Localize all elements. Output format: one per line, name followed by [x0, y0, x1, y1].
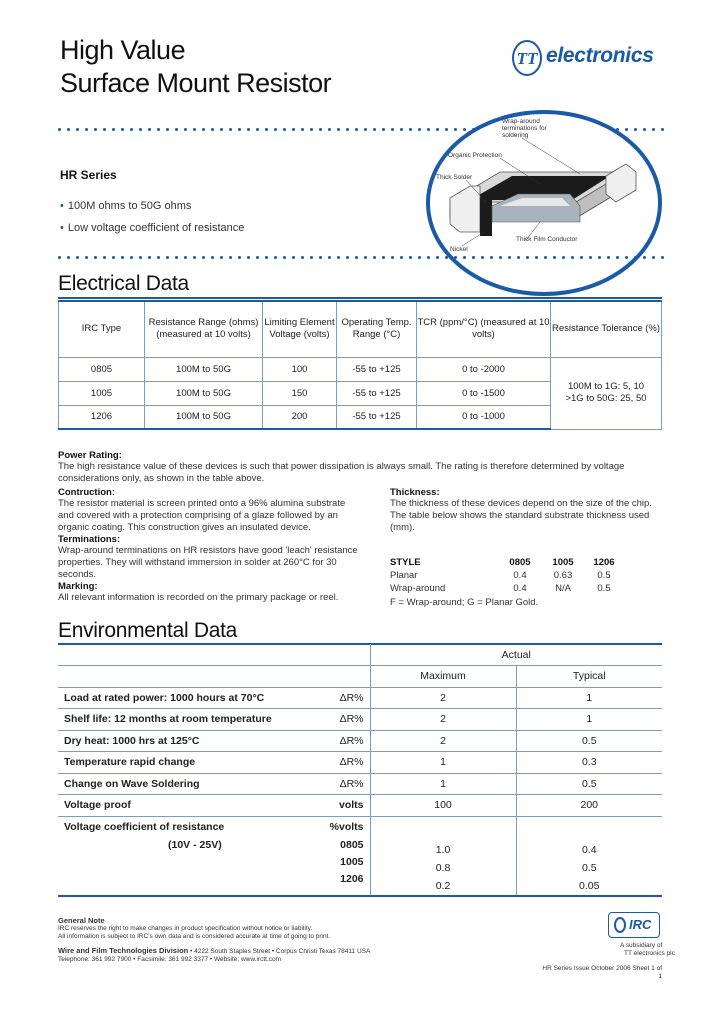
divider-dot	[409, 128, 412, 131]
table-row: Shelf life: 12 months at room temperature ΔR% 2 1	[58, 709, 662, 731]
divider-dot	[229, 256, 232, 259]
thickness-footnote: F = Wrap-around; G = Planar Gold.	[390, 597, 539, 608]
divider-dot	[121, 256, 124, 259]
divider-dot	[643, 256, 646, 259]
divider-dot	[589, 256, 592, 259]
divider-dot	[454, 256, 457, 259]
feature-bullet: • 100M ohms to 50G ohms	[60, 200, 192, 212]
divider-dot	[58, 256, 61, 259]
construction-heading: Contruction:	[58, 487, 115, 498]
divider-dot	[616, 256, 619, 259]
divider-dot	[274, 256, 277, 259]
divider-dot	[571, 256, 574, 259]
general-note-heading: General Note	[58, 916, 105, 925]
divider-dot	[139, 128, 142, 131]
divider-dot	[256, 256, 259, 259]
divider-dot	[436, 256, 439, 259]
divider-dot	[283, 256, 286, 259]
divider-dot	[292, 128, 295, 131]
thickness-table: STYLE 0805 1005 1206 Planar 0.4 0.63 0.5 Wrap-around 0.4 N/A 0.5	[390, 556, 622, 595]
divider-dot	[661, 256, 664, 259]
divider-dot	[580, 256, 583, 259]
subsidiary-line-2: TT electronics plc	[624, 950, 675, 957]
general-note-2: All information is subject to IRC's own data and is considered accurate at time of going to print.	[58, 933, 331, 940]
table-row: Wrap-around 0.4 N/A 0.5	[390, 583, 611, 594]
division-line: Wire and Film Technologies Division • 4222 South Staples Street • Corpus Christi Texas 78411 USA	[58, 946, 371, 955]
series-name: HR Series	[60, 168, 117, 182]
dotted-divider	[58, 256, 662, 260]
table-row: Voltage proof volts 100 200	[58, 795, 662, 817]
divider-dot	[76, 256, 79, 259]
divider-dot	[202, 128, 205, 131]
divider-dot	[409, 256, 412, 259]
divider-dot	[490, 256, 493, 259]
table-row: Load at rated power: 1000 hours at 70°C ΔR% 2 1	[58, 687, 662, 709]
feature-bullet: • Low voltage coefficient of resistance	[60, 222, 245, 234]
divider-dot	[562, 256, 565, 259]
divider-dot	[355, 128, 358, 131]
divider-dot	[112, 256, 115, 259]
marking-heading: Marking:	[58, 581, 98, 592]
terminations-text: Wrap-around terminations on HR resistors have good 'leach' resistance properties. They will withstand immersion in solder at 260°C for 30 seconds.	[58, 545, 358, 580]
header-resistance-tolerance: Resistance Tolerance (%)	[551, 301, 662, 357]
table-row: 0805 100M to 50G 100 -55 to +125 0 to -2000 100M to 1G: 5, 10 >1G to 50G: 25, 50	[59, 357, 662, 381]
label-thick-solder: Thick Solder	[436, 174, 473, 181]
logo-text: electronics	[546, 44, 654, 67]
divider-dot	[247, 128, 250, 131]
divider-dot	[337, 128, 340, 131]
divider-dot	[157, 256, 160, 259]
divider-dot	[382, 128, 385, 131]
label-wrap-around: Wrap-around terminations for soldering	[502, 118, 547, 139]
divider-dot	[103, 256, 106, 259]
divider-dot	[157, 128, 160, 131]
divider-dot	[310, 128, 313, 131]
divider-dot	[184, 256, 187, 259]
divider-dot	[121, 128, 124, 131]
divider-dot	[238, 128, 241, 131]
footer-notes	[58, 917, 518, 964]
table-row: Dry heat: 1000 hrs at 125°C ΔR% 2 0.5	[58, 730, 662, 752]
header-resistance-range: Resistance Range (ohms) (measured at 10 volts)	[145, 301, 263, 357]
divider-dot	[364, 256, 367, 259]
thickness-text: The thickness of these devices depend on the size of the chip. The table below shows the standard substrate thickness used (mm).	[390, 498, 652, 533]
divider-dot	[463, 256, 466, 259]
divider-dot	[265, 128, 268, 131]
page-title-line1: High Value	[60, 35, 186, 65]
construction-text: The resistor material is screen printed onto a 96% alumina substrate and covered with a protection comprising of a glaze followed by an organic coating. This construction gives an insulated device.	[58, 498, 346, 533]
divider-dot	[301, 128, 304, 131]
divider-dot	[418, 128, 421, 131]
divider-dot	[607, 256, 610, 259]
subsidiary-line-1: A subsidiary of	[620, 942, 663, 949]
divider-dot	[535, 256, 538, 259]
divider-dot	[337, 256, 340, 259]
irc-logo: IRC	[608, 912, 660, 938]
table-row: Change on Wave Soldering ΔR% 1 0.5	[58, 773, 662, 795]
divider-dot	[130, 128, 133, 131]
divider-dot	[472, 256, 475, 259]
divider-dot	[229, 128, 232, 131]
divider-dot	[67, 128, 70, 131]
divider-dot	[427, 256, 430, 259]
header-limiting-voltage: Limiting Element Voltage (volts)	[263, 301, 337, 357]
divider-dot	[526, 256, 529, 259]
divider-dot	[418, 256, 421, 259]
label-nickel: Nickel	[450, 246, 468, 253]
divider-dot	[328, 256, 331, 259]
header-actual: Actual	[370, 644, 662, 666]
divider-dot	[553, 256, 556, 259]
power-rating-text: The high resistance value of these devices is such that power dissipation is always small. The rating is therefore determined by voltage considerations only, as shown in the table above.	[58, 461, 625, 484]
thickness-heading: Thickness:	[390, 487, 440, 498]
logo-mark: TT	[516, 49, 538, 68]
table-row: 1005 100M to 50G 150 -55 to +125 0 to -1500	[59, 381, 662, 405]
tolerance-cell: 100M to 1G: 5, 10 >1G to 50G: 25, 50	[551, 357, 662, 429]
divider-dot	[85, 256, 88, 259]
divider-dot	[94, 128, 97, 131]
divider-dot	[508, 256, 511, 259]
label-organic: Organic Protection	[448, 152, 502, 159]
divider-dot	[220, 256, 223, 259]
tt-electronics-logo	[510, 38, 670, 78]
divider-dot	[193, 256, 196, 259]
divider-dot	[319, 128, 322, 131]
divider-dot	[517, 256, 520, 259]
resistor-cross-section-diagram	[426, 110, 662, 296]
electrical-data-table	[58, 300, 662, 430]
divider-dot	[175, 256, 178, 259]
divider-dot	[625, 256, 628, 259]
divider-dot	[103, 128, 106, 131]
divider-dot	[382, 256, 385, 259]
divider-dot	[355, 256, 358, 259]
divider-dot	[652, 256, 655, 259]
divider-dot	[634, 256, 637, 259]
divider-dot	[292, 256, 295, 259]
construction-section	[58, 487, 358, 604]
divider-dot	[184, 128, 187, 131]
divider-dot	[319, 256, 322, 259]
divider-dot	[346, 128, 349, 131]
divider-dot	[238, 256, 241, 259]
divider-dot	[265, 256, 268, 259]
thickness-section	[390, 487, 660, 534]
divider-dot	[445, 256, 448, 259]
general-note-1: IRC reserves the right to make changes in product specification without notice or liability.	[58, 925, 313, 932]
environmental-data-table	[58, 644, 662, 897]
page-title-line2: Surface Mount Resistor	[60, 68, 332, 98]
divider-dot	[130, 256, 133, 259]
divider-dot	[166, 256, 169, 259]
divider-dot	[112, 128, 115, 131]
power-rating-section	[58, 450, 670, 485]
divider-dot	[58, 128, 61, 131]
environmental-data-title: Environmental Data	[58, 619, 238, 642]
divider-dot	[166, 128, 169, 131]
divider-dot	[346, 256, 349, 259]
divider-dot	[220, 128, 223, 131]
electrical-data-title: Electrical Data	[58, 272, 189, 295]
table-row: 1206 100M to 50G 200 -55 to +125 0 to -1000	[59, 405, 662, 429]
divider-dot	[175, 128, 178, 131]
divider-dot	[544, 256, 547, 259]
header-tcr: TCR (ppm/°C) (measured at 10 volts)	[417, 301, 551, 357]
power-rating-heading: Power Rating:	[58, 450, 122, 461]
header-irc-type: IRC Type	[59, 301, 145, 357]
divider-dot	[193, 128, 196, 131]
divider-dot	[148, 128, 151, 131]
label-thick-film: Thick Film Conductor	[516, 236, 578, 243]
divider-dot	[256, 128, 259, 131]
table-row: Temperature rapid change ΔR% 1 0.3	[58, 752, 662, 774]
divider-dot	[148, 256, 151, 259]
header-operating-temp: Operating Temp. Range (°C)	[337, 301, 417, 357]
divider-dot	[391, 128, 394, 131]
table-row: Planar 0.4 0.63 0.5	[390, 570, 611, 581]
divider-dot	[67, 256, 70, 259]
divider-dot	[283, 128, 286, 131]
header-typical: Typical	[516, 666, 662, 688]
divider-dot	[76, 128, 79, 131]
divider-dot	[94, 256, 97, 259]
vcr-row: Voltage coefficient of resistance %volts (10V - 25V) 0805 1005 1206 1.0 0.8 0.2 0.4 0.5 0.05	[58, 816, 662, 896]
divider-dot	[328, 128, 331, 131]
divider-dot	[247, 256, 250, 259]
divider-dot	[364, 128, 367, 131]
divider-dot	[391, 256, 394, 259]
divider-dot	[373, 128, 376, 131]
divider-dot	[202, 256, 205, 259]
divider-dot	[373, 256, 376, 259]
divider-dot	[301, 256, 304, 259]
divider-dot	[211, 256, 214, 259]
divider-dot	[139, 256, 142, 259]
divider-dot	[85, 128, 88, 131]
header-maximum: Maximum	[370, 666, 516, 688]
contact-line: Telephone: 361 992 7900 • Facsimile: 361 992 3377 • Website: www.irctt.com	[58, 956, 282, 963]
divider-dot	[499, 256, 502, 259]
divider-dot	[310, 256, 313, 259]
divider-dot	[400, 256, 403, 259]
divider-dot	[481, 256, 484, 259]
marking-text: All relevant information is recorded on the primary package or reel.	[58, 592, 339, 603]
section-underline	[58, 297, 662, 299]
divider-dot	[400, 128, 403, 131]
divider-dot	[274, 128, 277, 131]
divider-dot	[598, 256, 601, 259]
terminations-heading: Terminations:	[58, 534, 121, 545]
divider-dot	[661, 128, 664, 131]
issue-line: HR Series Issue October 2006 Sheet 1 of 1	[542, 965, 662, 980]
divider-dot	[211, 128, 214, 131]
